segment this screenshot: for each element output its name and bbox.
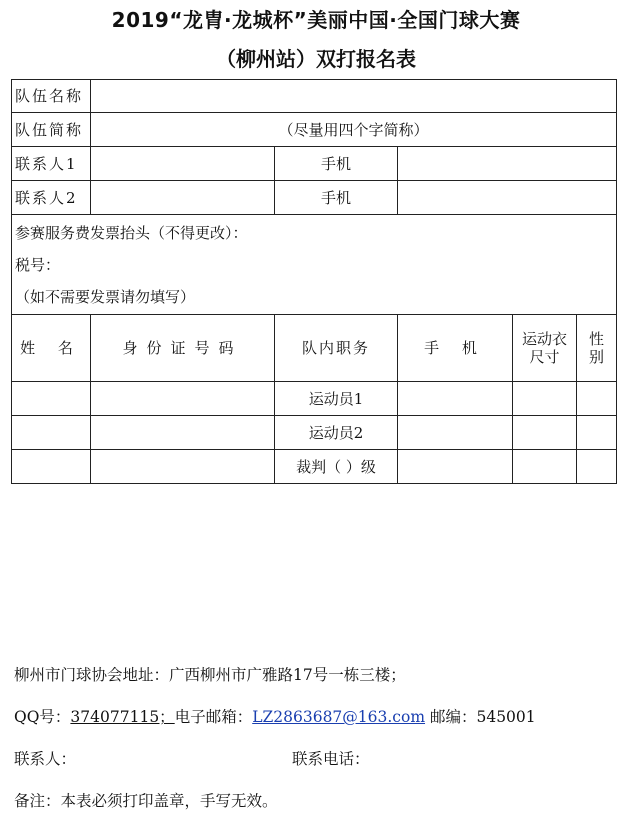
player2-phone-field[interactable] <box>398 416 513 450</box>
email-link[interactable]: LZ2863687@163.com <box>252 708 426 726</box>
header-gender-line1: 性 <box>589 330 605 348</box>
player1-gender-field[interactable] <box>577 382 617 416</box>
title-line-1: 2019“龙胄·龙城杯”美丽中国·全国门球大赛 <box>111 8 521 32</box>
header-gender <box>577 315 617 382</box>
header-uniform-size-line1: 运动衣 <box>521 330 567 348</box>
team-short-hint: （尽量用四个字简称） <box>278 120 429 139</box>
contact-info-line <box>14 705 536 727</box>
header-name: 姓 名 <box>12 315 91 382</box>
contact-phone-label: 联系电话： <box>292 750 370 768</box>
header-id-number: 身份证号码 <box>91 315 275 382</box>
table-row <box>12 416 617 450</box>
player2-name-field[interactable] <box>12 416 91 450</box>
contact1-phone-field[interactable] <box>398 147 617 181</box>
team-short-field[interactable] <box>91 113 617 147</box>
table-row <box>12 450 617 484</box>
email-label: 电子邮箱： <box>174 708 253 726</box>
header-uniform-size <box>513 315 577 382</box>
header-uniform-size-line2: 尺寸 <box>529 348 560 366</box>
invoice-note: （如不需要发票请勿填写） <box>15 287 196 306</box>
table-row <box>12 382 617 416</box>
contact1-phone-label: 手机 <box>275 147 398 181</box>
contact1-name-field[interactable] <box>91 147 275 181</box>
registration-table <box>11 79 617 484</box>
title-line-2: （柳州站）双打报名表 <box>216 47 416 71</box>
player2-size-field[interactable] <box>513 416 577 450</box>
invoice-section[interactable] <box>12 215 617 315</box>
footer-note: 备注：本表必须打印盖章，手写无效。 <box>14 792 278 810</box>
header-gender-line2: 别 <box>589 348 605 366</box>
header-phone: 手 机 <box>398 315 513 382</box>
qq-label: QQ号： <box>14 708 71 726</box>
association-address: 柳州市门球协会地址：广西柳州市广雅路17号一栋三楼； <box>14 666 406 684</box>
player1-id-field[interactable] <box>91 382 275 416</box>
team-short-label: 队伍简称 <box>12 113 91 147</box>
referee-phone-field[interactable] <box>398 450 513 484</box>
team-name-field[interactable] <box>91 80 617 113</box>
referee-gender-field[interactable] <box>577 450 617 484</box>
qq-number: 374077115； <box>70 708 175 726</box>
tax-number-label: 税号： <box>15 255 61 274</box>
player2-role: 运动员2 <box>275 416 398 450</box>
player2-gender-field[interactable] <box>577 416 617 450</box>
player1-name-field[interactable] <box>12 382 91 416</box>
postcode: 邮编：545001 <box>429 708 536 726</box>
contact2-phone-field[interactable] <box>398 181 617 215</box>
header-role: 队内职务 <box>275 315 398 382</box>
referee-id-field[interactable] <box>91 450 275 484</box>
referee-size-field[interactable] <box>513 450 577 484</box>
player2-id-field[interactable] <box>91 416 275 450</box>
contact2-phone-label: 手机 <box>275 181 398 215</box>
contact2-name-field[interactable] <box>91 181 275 215</box>
referee-name-field[interactable] <box>12 450 91 484</box>
team-name-label: 队伍名称 <box>12 80 91 113</box>
referee-role: 裁判（ ）级 <box>275 450 398 484</box>
contact-person-label: 联系人： <box>14 750 77 768</box>
invoice-title-label: 参赛服务费发票抬头（不得更改）： <box>15 223 248 242</box>
player1-phone-field[interactable] <box>398 382 513 416</box>
player1-role: 运动员1 <box>275 382 398 416</box>
player1-size-field[interactable] <box>513 382 577 416</box>
contact2-label: 联系人2 <box>12 181 91 215</box>
contact1-label: 联系人1 <box>12 147 91 181</box>
